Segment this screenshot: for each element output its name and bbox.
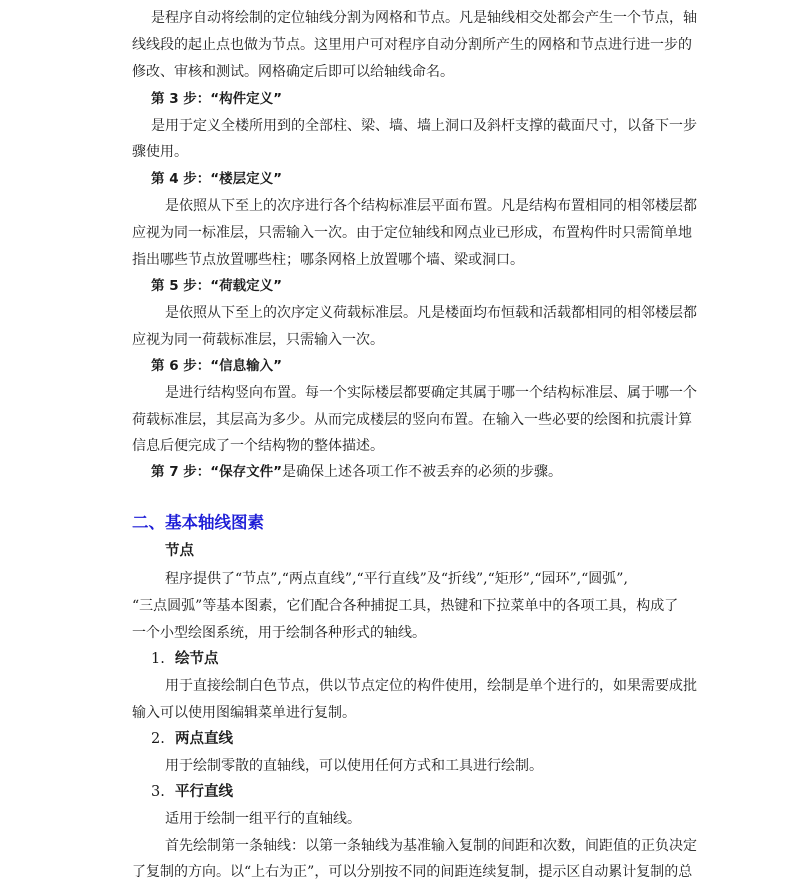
step-3-heading: 第 3 步：“构件定义” (151, 91, 283, 107)
step-7-text: 是确保上述各项工作不被丢弃的必须的步骤。 (282, 464, 563, 480)
paragraph-line: 用于直接绘制白色节点，供以节点定位的构件使用，绘制是单个进行的，如果需要成批 (165, 678, 697, 694)
paragraph-line: 适用于绘制一组平行的直轴线。 (165, 811, 361, 827)
paragraph-line: 是进行结构竖向布置。每一个实际楼层都要确定其属于哪一个结构标准层、属于哪一个 (165, 385, 697, 401)
item-3-heading (151, 782, 233, 802)
step-7-heading: 第 7 步：“保存文件” (151, 464, 283, 480)
paragraph-line: 骤使用。 (132, 144, 188, 160)
item-title: 平行直线 (174, 784, 233, 800)
item-number: 3. (151, 784, 165, 800)
paragraph-line: 程序提供了“节点”,“两点直线”,“平行直线”及“折线”,“矩形”,“园环”,“圆弧”, (165, 571, 628, 587)
paragraph-line: 修改、审核和测试。网格确定后即可以给轴线命名。 (132, 64, 454, 80)
step-6-heading: 第 6 步：“信息输入” (151, 358, 283, 374)
paragraph-line: 了复制的方向。以“上右为正”，可以分别按不同的间距连续复制，提示区自动累计复制的总 (132, 864, 693, 880)
subsection-heading-node: 节点 (165, 543, 194, 559)
paragraph-line: 是依照从下至上的次序进行各个结构标准层平面布置。凡是结构布置相同的相邻楼层都 (165, 198, 697, 214)
item-title: 绘节点 (174, 651, 219, 667)
step-5-heading: 第 5 步：“荷载定义” (151, 278, 283, 294)
item-number: 1. (151, 651, 165, 667)
paragraph-line: 应视为同一标准层，只需输入一次。由于定位轴线和网点业已形成，布置构件时只需简单地 (132, 225, 692, 241)
paragraph-line: 是程序自动将绘制的定位轴线分割为网格和节点。凡是轴线相交处都会产生一个节点，轴 (151, 10, 697, 26)
paragraph-line: 荷载标准层，其层高为多少。从而完成楼层的竖向布置。在输入一些必要的绘图和抗震计算 (132, 412, 692, 428)
paragraph-line: 用于绘制零散的直轴线，可以使用任何方式和工具进行绘制。 (165, 758, 543, 774)
step-4-heading: 第 4 步：“楼层定义” (151, 171, 283, 187)
paragraph-line: 首先绘制第一条轴线：以第一条轴线为基准输入复制的间距和次数，间距值的正负决定 (165, 838, 697, 854)
paragraph-line: 输入可以使用图编辑菜单进行复制。 (132, 705, 356, 721)
paragraph-line: 指出哪些节点放置哪些柱；哪条网格上放置哪个墙、梁或洞口。 (132, 252, 524, 268)
paragraph-line: 是用于定义全楼所用到的全部柱、梁、墙、墙上洞口及斜杆支撑的截面尺寸，以备下一步 (151, 118, 697, 134)
item-number: 2. (151, 731, 165, 747)
item-2-heading (151, 729, 233, 749)
item-1-heading (151, 649, 218, 669)
paragraph-line: 一个小型绘图系统，用于绘制各种形式的轴线。 (132, 625, 426, 641)
paragraph-line: 线线段的起止点也做为节点。这里用户可对程序自动分割所产生的网格和节点进行进一步的 (132, 37, 692, 53)
paragraph-line: 应视为同一荷载标准层，只需输入一次。 (132, 332, 384, 348)
paragraph-line: “三点圆弧”等基本图素，它们配合各种捕捉工具，热键和下拉菜单中的各项工具，构成了 (132, 598, 679, 614)
paragraph-line: 信息后便完成了一个结构物的整体描述。 (132, 438, 384, 454)
step-7-line (151, 462, 562, 482)
section-heading: 二、基本轴线图素 (132, 513, 264, 532)
paragraph-line: 是依照从下至上的次序定义荷载标准层。凡是楼面均布恒载和活载都相同的相邻楼层都 (165, 305, 697, 321)
item-title: 两点直线 (174, 731, 233, 747)
